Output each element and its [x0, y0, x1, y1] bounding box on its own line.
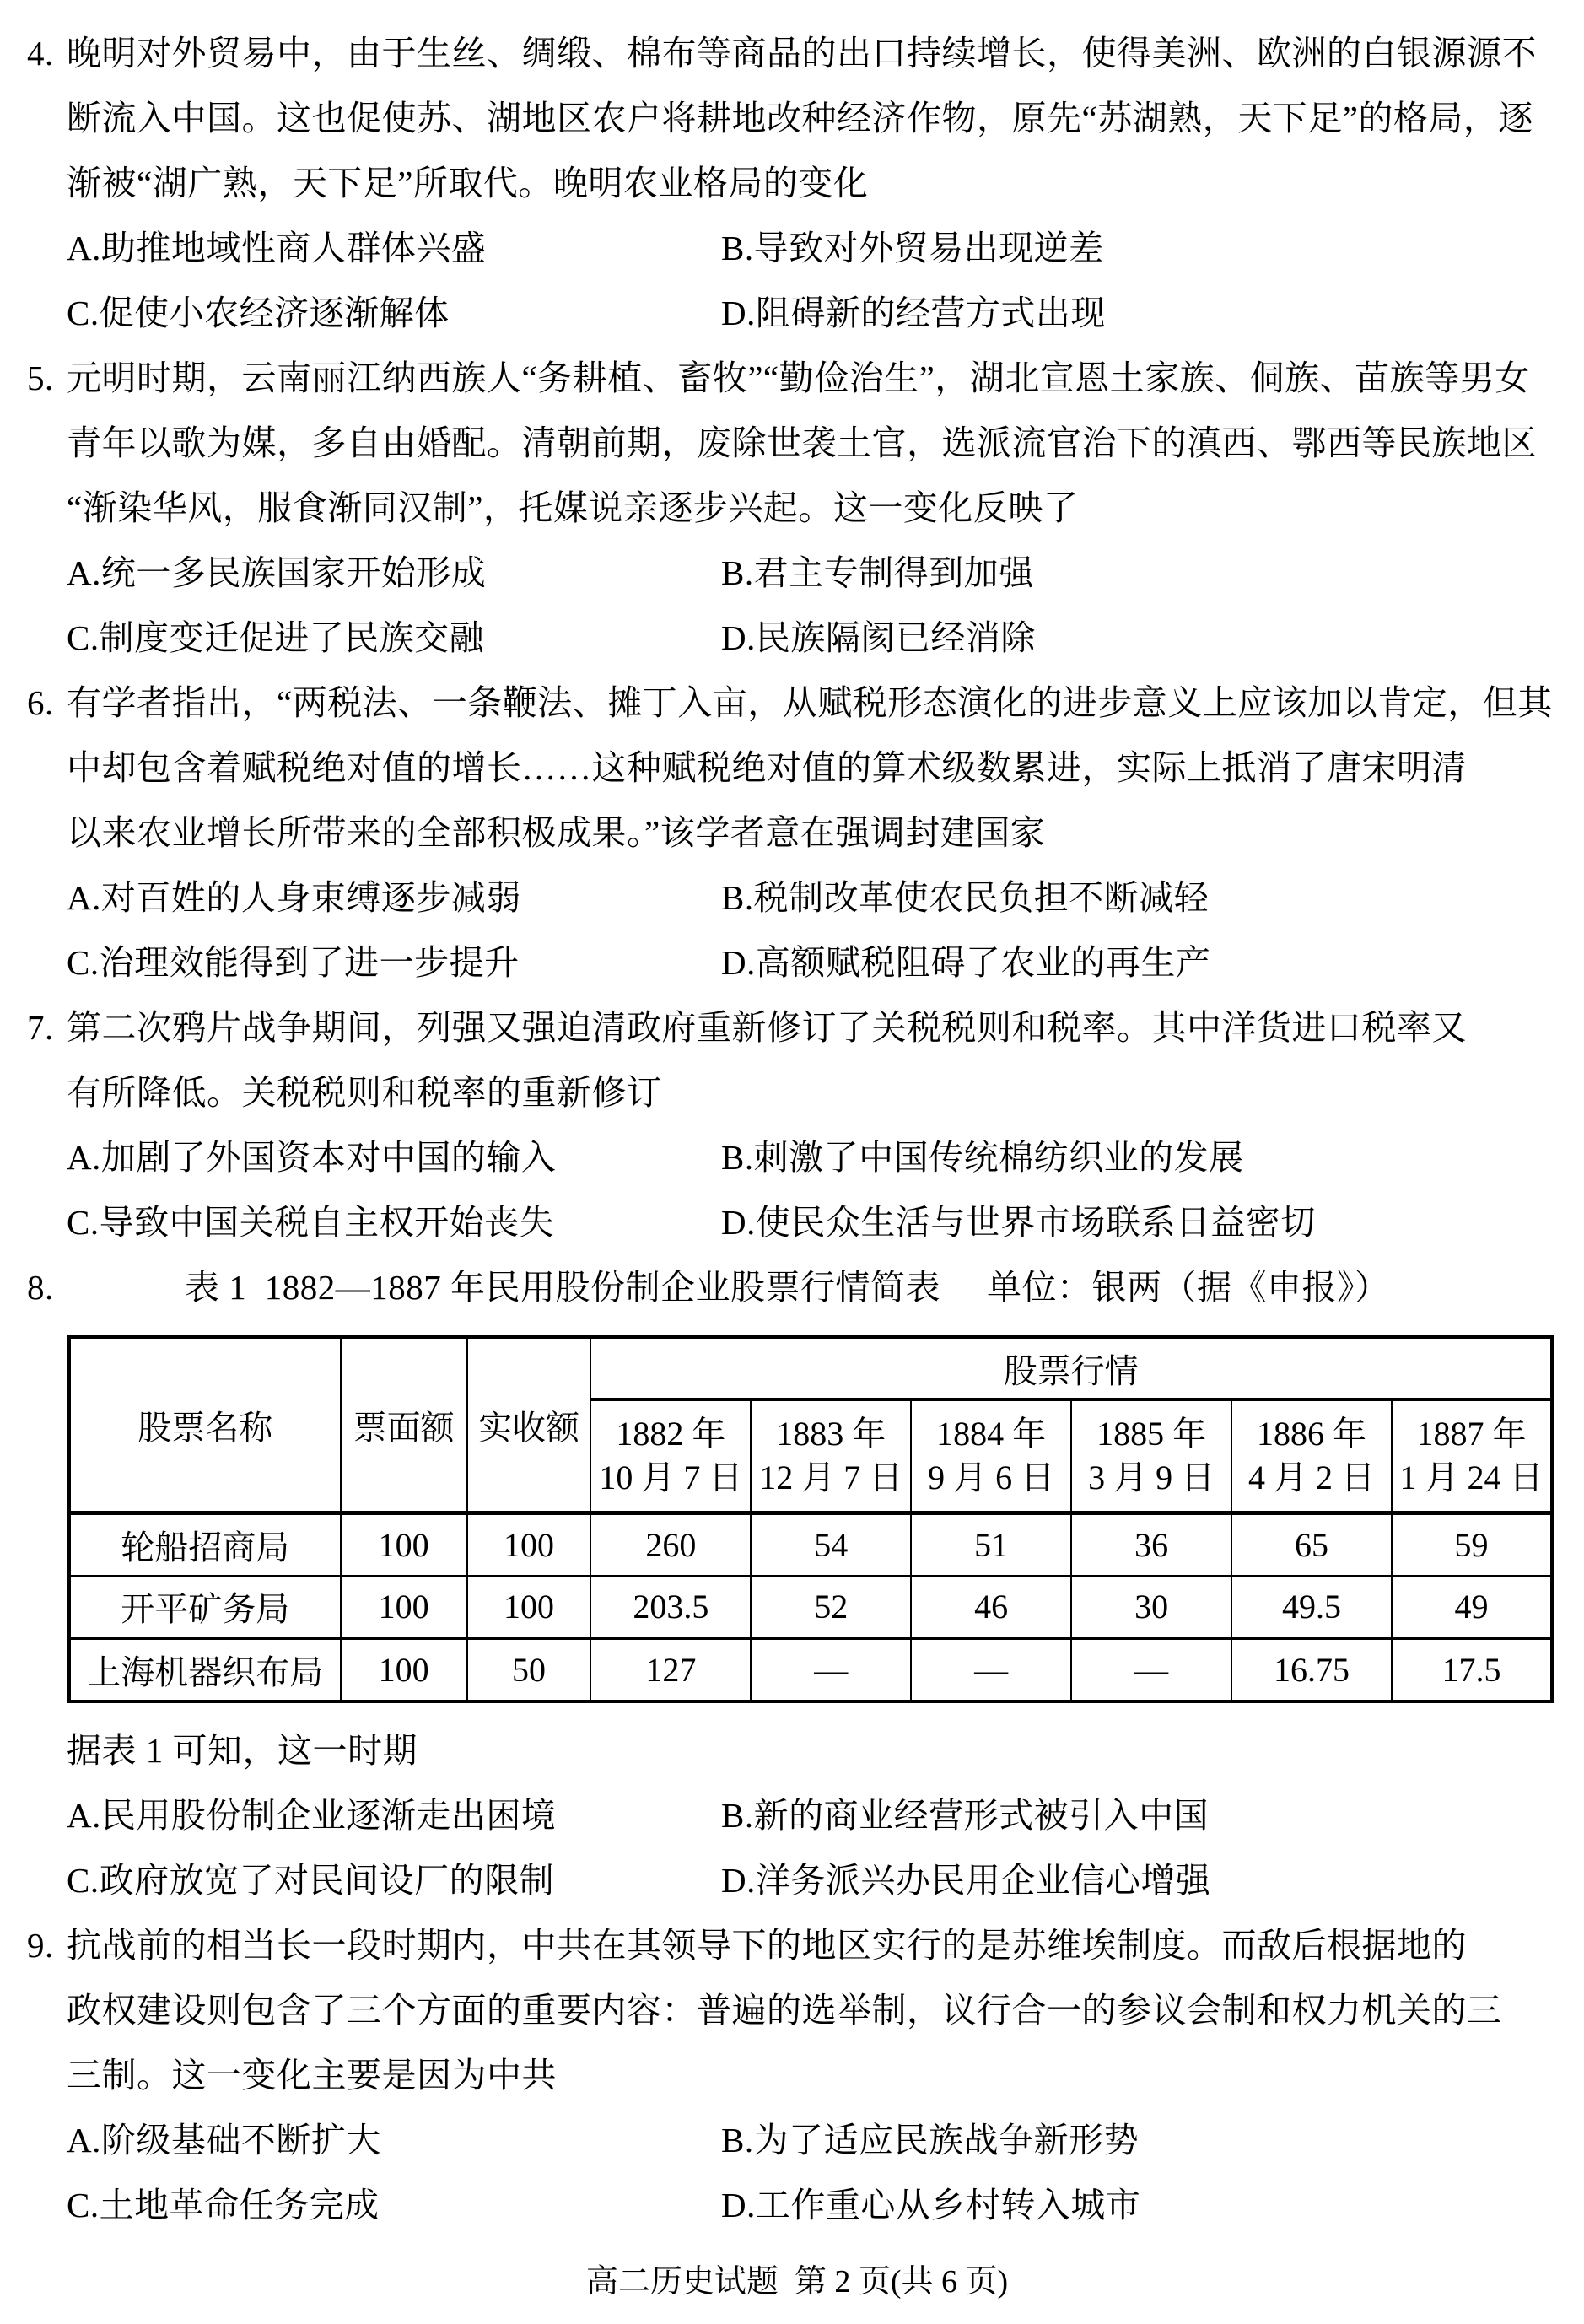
- table-cell: 49.5: [1231, 1576, 1392, 1638]
- table-header-date: 1884 年 9 月 6 日: [911, 1399, 1071, 1513]
- question-number: 6.: [27, 683, 54, 722]
- option-d: D.洋务派兴办民用企业信心增强: [721, 1861, 1211, 1900]
- table-cell: 30: [1071, 1576, 1231, 1638]
- table-cell: 轮船招商局: [69, 1513, 341, 1577]
- option-b: B.税制改革使农民负担不断减轻: [721, 878, 1210, 917]
- option-a: A.助推地域性商人群体兴盛: [67, 229, 487, 267]
- table-cell: 52: [751, 1576, 911, 1638]
- option-c: C.制度变迁促进了民族交融: [67, 618, 485, 657]
- table-unit: 单位：银两（据《申报》）: [987, 1268, 1390, 1307]
- option-d: D.高额赋税阻碍了农业的再生产: [721, 943, 1211, 982]
- option-a: A.民用股份制企业逐渐走出困境: [67, 1796, 557, 1835]
- question-text-line: 第二次鸦片战争期间，列强又强迫清政府重新修订了关税税则和税率。其中洋货进口税率又: [67, 1008, 1467, 1047]
- question-text-line: 晚明对外贸易中，由于生丝、绸缎、棉布等商品的出口持续增长，使得美洲、欧洲的白银源源不: [67, 34, 1537, 73]
- option-c: C.促使小农经济逐渐解体: [67, 294, 450, 332]
- table-cell: 开平矿务局: [69, 1576, 341, 1638]
- table-cell: 100: [341, 1513, 467, 1577]
- table-cell: 46: [911, 1576, 1071, 1638]
- option-b: B.新的商业经营形式被引入中国: [721, 1796, 1210, 1835]
- question-text-line: 渐被“湖广熟，天下足”所取代。晚明农业格局的变化: [67, 164, 869, 202]
- table-cell: 100: [467, 1576, 591, 1638]
- table-cell: 36: [1071, 1513, 1231, 1577]
- table-row: [69, 1638, 1552, 1701]
- table-cell: 16.75: [1231, 1638, 1392, 1701]
- table-cell: 17.5: [1392, 1638, 1552, 1701]
- table-cell: 49: [1392, 1576, 1552, 1638]
- option-b: B.刺激了中国传统棉纺织业的发展: [721, 1138, 1244, 1177]
- table-cell: 260: [590, 1513, 751, 1577]
- table-header-face-value: 票面额: [341, 1337, 467, 1513]
- option-c: C.土地革命任务完成: [67, 2186, 380, 2224]
- option-a: A.阶级基础不断扩大: [67, 2121, 381, 2160]
- question-4: [27, 21, 1567, 346]
- table-header-date: 1885 年 3 月 9 日: [1071, 1399, 1231, 1513]
- option-b: B.导致对外贸易出现逆差: [721, 229, 1104, 267]
- question-text-line: 三制。这一变化主要是因为中共: [67, 2056, 557, 2095]
- table-cell: 203.5: [590, 1576, 751, 1638]
- question-text-line: “渐染华风，服食渐同汉制”，托媒说亲逐步兴起。这一变化反映了: [67, 488, 1079, 527]
- table-cell: 100: [341, 1576, 467, 1638]
- option-d: D.使民众生活与世界市场联系日益密切: [721, 1203, 1316, 1242]
- option-c: C.治理效能得到了进一步提升: [67, 943, 520, 982]
- table-cell: 上海机器织布局: [69, 1638, 341, 1701]
- table-header-paid-in: 实收额: [467, 1337, 591, 1513]
- table-caption: [67, 1255, 1390, 1320]
- table-header-date: 1886 年 4 月 2 日: [1231, 1399, 1392, 1513]
- question-8: [27, 1255, 1567, 1913]
- question-text-line: 据表 1 可知，这一时期: [67, 1731, 418, 1770]
- option-b: B.君主专制得到加强: [721, 553, 1034, 592]
- table-header-stock-name: 股票名称: [69, 1337, 341, 1513]
- option-c: C.政府放宽了对民间设厂的限制: [67, 1861, 555, 1900]
- question-text-line: 以来农业增长所带来的全部积极成果。”该学者意在强调封建国家: [67, 813, 1046, 852]
- page-footer: 高二历史试题 第 2 页(共 6 页): [585, 2264, 1009, 2300]
- table-row: [69, 1576, 1552, 1638]
- question-number: 7.: [27, 1008, 54, 1047]
- table-title: 表 1 1882—1887 年民用股份制企业股票行情简表: [185, 1268, 940, 1307]
- question-text-line: 有所降低。关税税则和税率的重新修订: [67, 1073, 662, 1112]
- table-cell: 51: [911, 1513, 1071, 1577]
- table-cell: 65: [1231, 1513, 1392, 1577]
- question-text-line: 抗战前的相当长一段时期内，中共在其领导下的地区实行的是苏维埃制度。而敌后根据地的: [67, 1926, 1467, 1965]
- table-row: [69, 1513, 1552, 1577]
- table-cell: —: [1071, 1638, 1231, 1701]
- table-cell: 100: [341, 1638, 467, 1701]
- option-d: D.阻碍新的经营方式出现: [721, 294, 1106, 332]
- question-text-line: 断流入中国。这也促使苏、湖地区农户将耕地改种经济作物，原先“苏湖熟，天下足”的格局，逐: [67, 99, 1533, 137]
- table-header-date: 1887 年 1 月 24 日: [1392, 1399, 1552, 1513]
- table-header-quotes: 股票行情: [590, 1337, 1552, 1399]
- question-text-line: 有学者指出，“两税法、一条鞭法、摊丁入亩，从赋税形态演化的进步意义上应该加以肯定，但其: [67, 683, 1553, 722]
- table-header-date: 1883 年 12 月 7 日: [751, 1399, 911, 1513]
- table-cell: 50: [467, 1638, 591, 1701]
- table-cell: 54: [751, 1513, 911, 1577]
- question-number: 5.: [27, 359, 54, 397]
- table-cell: —: [751, 1638, 911, 1701]
- option-a: A.对百姓的人身束缚逐步减弱: [67, 878, 521, 917]
- question-number: 9.: [27, 1926, 54, 1965]
- option-c: C.导致中国关税自主权开始丧失: [67, 1203, 555, 1242]
- table-cell: 127: [590, 1638, 751, 1701]
- question-text-line: 青年以歌为媒，多自由婚配。清朝前期，废除世袭土官，选派流官治下的滇西、鄂西等民族地区: [67, 423, 1537, 462]
- stock-price-table: [67, 1335, 1554, 1703]
- question-number: 4.: [27, 34, 54, 73]
- table-header-date: 1882 年 10 月 7 日: [590, 1399, 751, 1513]
- question-5: [27, 346, 1567, 671]
- question-text-line: 元明时期，云南丽江纳西族人“务耕植、畜牧”“勤俭治生”，湖北宣恩土家族、侗族、苗族等男女: [67, 359, 1530, 397]
- question-9: [27, 1913, 1567, 2238]
- option-d: D.工作重心从乡村转入城市: [721, 2186, 1141, 2224]
- question-7: [27, 995, 1567, 1255]
- table-cell: 59: [1392, 1513, 1552, 1577]
- option-b: B.为了适应民族战争新形势: [721, 2121, 1140, 2160]
- option-d: D.民族隔阂已经消除: [721, 618, 1036, 657]
- question-number: 8.: [27, 1268, 54, 1307]
- option-a: A.加剧了外国资本对中国的输入: [67, 1138, 557, 1177]
- question-6: [27, 671, 1567, 995]
- option-a: A.统一多民族国家开始形成: [67, 553, 487, 592]
- table-cell: 100: [467, 1513, 591, 1577]
- table-cell: —: [911, 1638, 1071, 1701]
- question-text-line: 政权建设则包含了三个方面的重要内容：普遍的选举制，议行合一的参议会制和权力机关的三: [67, 1991, 1502, 2030]
- question-text-line: 中却包含着赋税绝对值的增长……这种赋税绝对值的算术级数累进，实际上抵消了唐宋明清: [67, 748, 1467, 787]
